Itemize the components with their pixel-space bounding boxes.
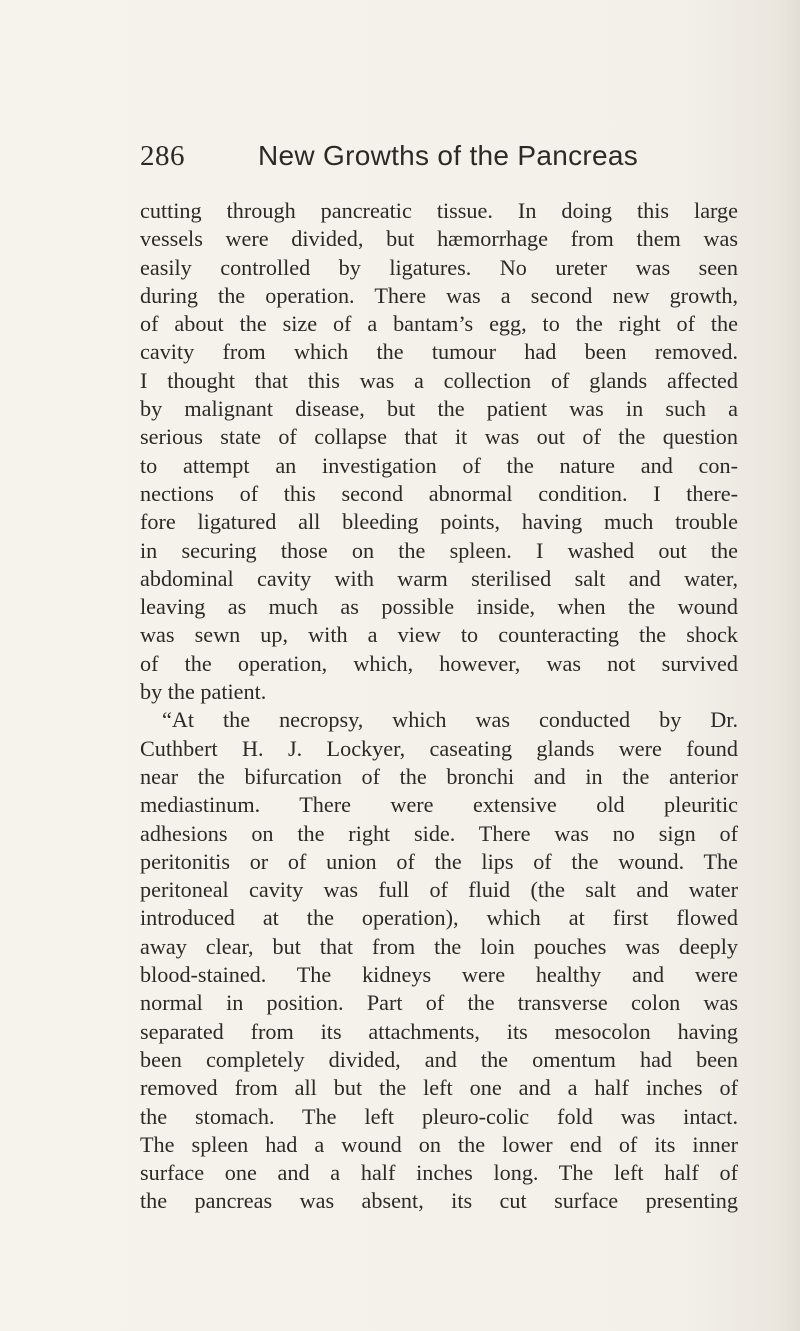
text-line: nections of this second abnormal condition. I there- [140, 480, 738, 506]
text-line: adhesions on the right side. There was no sign of [140, 820, 738, 846]
text-line: leaving as much as possible inside, when the wound [140, 594, 738, 620]
text-line: surface one and a half inches long. The left half of [140, 1160, 738, 1186]
text-line: mediastinum. There were extensive old pleuritic [140, 792, 738, 818]
text-line: I thought that this was a collection of glands affected [140, 367, 738, 393]
text-line: abdominal cavity with warm sterilised salt and water, [140, 565, 738, 591]
text-line: in securing those on the spleen. I washed out the [140, 537, 738, 563]
text-line: near the bifurcation of the bronchi and in the anterior [140, 763, 738, 789]
text-line: of the operation, which, however, was not survived [140, 650, 738, 676]
text-line: “At the necropsy, which was conducted by Dr. [162, 707, 738, 733]
body-text [140, 197, 738, 1216]
text-line: been completely divided, and the omentum had been [140, 1046, 738, 1072]
text-line: separated from its attachments, its mesocolon having [140, 1018, 738, 1044]
text-line: easily controlled by ligatures. No ureter was seen [140, 254, 738, 280]
text-line: Cuthbert H. J. Lockyer, caseating glands were found [140, 735, 738, 761]
text-line: during the operation. There was a second new growth, [140, 282, 738, 308]
text-line: The spleen had a wound on the lower end of its inner [140, 1131, 738, 1157]
text-line: vessels were divided, but hæmorrhage from them was [140, 226, 738, 252]
text-line: peritonitis or of union of the lips of the wound. The [140, 848, 738, 874]
text-line: the pancreas was absent, its cut surface presenting [140, 1188, 738, 1214]
text-line: serious state of collapse that it was out of the question [140, 424, 738, 450]
running-title: New Growths of the Pancreas [258, 140, 639, 171]
text-line: fore ligatured all bleeding points, having much trouble [140, 509, 738, 535]
text-line: normal in position. Part of the transverse colon was [140, 990, 738, 1016]
text-line: cavity from which the tumour had been removed. [140, 339, 738, 365]
text-line: to attempt an investigation of the nature and con- [140, 452, 738, 478]
text-line: introduced at the operation), which at first flowed [140, 905, 738, 931]
page-header [140, 140, 700, 184]
text-line: of about the size of a bantam’s egg, to the right of the [140, 311, 738, 337]
text-line: the stomach. The left pleuro-colic fold was intact. [140, 1103, 738, 1129]
text-line: by malignant disease, but the patient was in such a [140, 396, 738, 422]
text-line: away clear, but that from the loin pouches was deeply [140, 933, 738, 959]
text-line: by the patient. [140, 679, 267, 705]
text-line: peritoneal cavity was full of fluid (the salt and water [140, 877, 738, 903]
text-line: removed from all but the left one and a half inches of [140, 1075, 738, 1101]
page-number: 286 [140, 140, 185, 172]
text-line: cutting through pancreatic tissue. In doing this large [140, 198, 738, 223]
text-line: blood-stained. The kidneys were healthy and were [140, 962, 738, 988]
text-line: was sewn up, with a view to counteracting the shock [140, 622, 738, 648]
